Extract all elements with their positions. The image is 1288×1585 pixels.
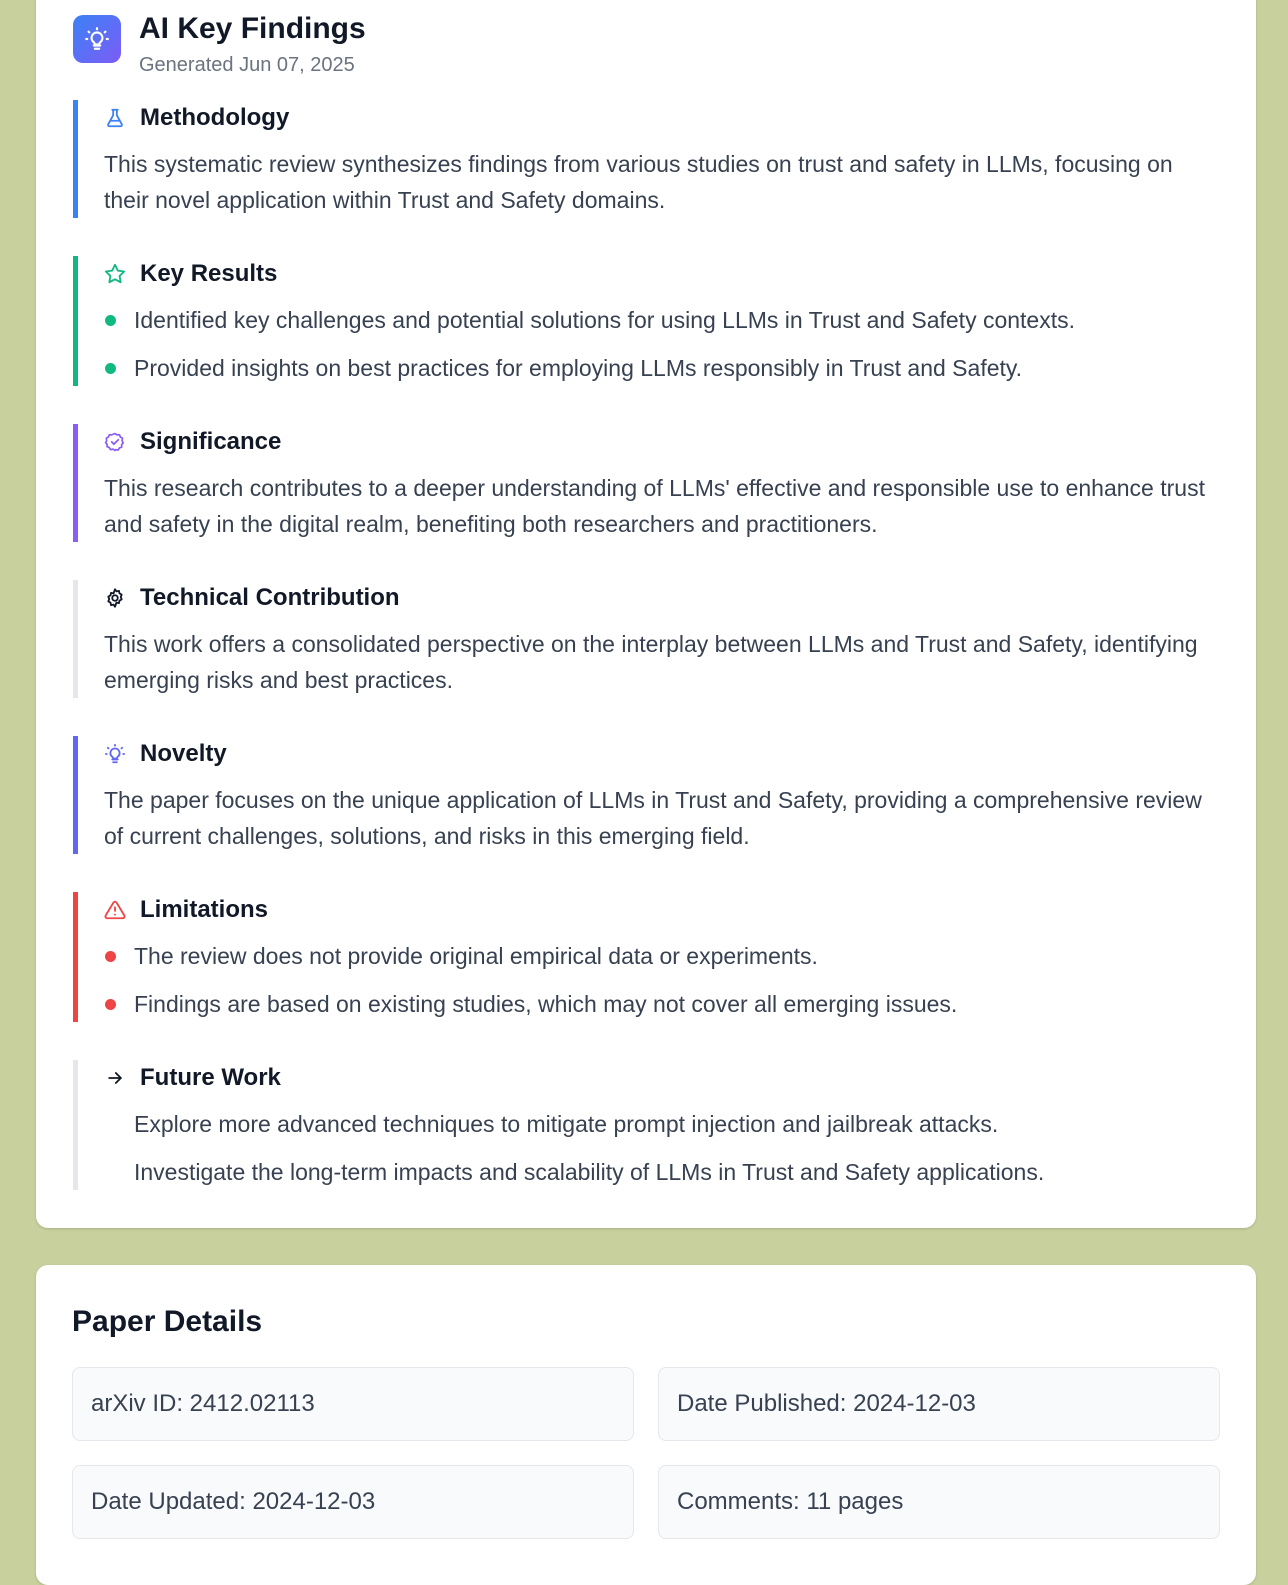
date-published: Date Published: 2024-12-03 (677, 1390, 976, 1417)
bullet-dot (105, 363, 116, 374)
technical-contribution-text: This work offers a consolidated perspective on the interplay between LLMs and Trust and Safety, identifying emerging risks and best practices. (104, 631, 1198, 693)
methodology-title: Methodology (140, 104, 290, 131)
key-results-title: Key Results (140, 260, 278, 287)
generated-date: Generated Jun 07, 2025 (139, 54, 355, 76)
comments: Comments: 11 pages (677, 1488, 904, 1515)
key-results-list (104, 302, 1219, 386)
significance-title: Significance (140, 428, 282, 455)
date-updated: Date Updated: 2024-12-03 (91, 1488, 376, 1515)
future-work-section (73, 1060, 1219, 1190)
limitations-title: Limitations (140, 896, 269, 923)
badge-check-icon (104, 431, 126, 453)
limitations-section (73, 892, 1219, 1022)
list-item (104, 350, 1219, 386)
list-item-text: Identified key challenges and potential solutions for using LLMs in Trust and Safety contexts. (134, 307, 1076, 333)
list-item (104, 302, 1219, 338)
methodology-section (73, 100, 1219, 218)
list-item-text: Provided insights on best practices for employing LLMs responsibly in Trust and Safety. (134, 355, 1023, 381)
date-published-box (658, 1367, 1220, 1441)
gear-icon (104, 587, 126, 609)
warning-triangle-icon (104, 899, 126, 921)
bullet-dot (105, 951, 116, 962)
lightbulb-icon (73, 15, 121, 63)
future-work-title: Future Work (140, 1064, 281, 1091)
bullet-dot (105, 315, 116, 326)
star-icon (104, 263, 126, 285)
arrow-right-icon (104, 1067, 126, 1089)
arxiv-id: arXiv ID: 2412.02113 (91, 1390, 315, 1417)
list-item-text: Findings are based on existing studies, which may not cover all emerging issues. (134, 991, 958, 1017)
list-item (104, 986, 1219, 1022)
technical-contribution-title: Technical Contribution (140, 584, 400, 611)
list-item-text: The review does not provide original empirical data or experiments. (134, 943, 818, 969)
significance-text: This research contributes to a deeper understanding of LLMs' effective and responsible use to enhance trust and safety in the digital realm, benefiting both researchers and practitioners. (104, 475, 1205, 537)
technical-contribution-section (73, 580, 1219, 698)
key-results-section (73, 256, 1219, 386)
findings-title: AI Key Findings (139, 12, 366, 45)
list-item (104, 938, 1219, 974)
key-findings-card (36, 0, 1256, 1228)
paper-details-title: Paper Details (72, 1305, 263, 1338)
novelty-text: The paper focuses on the unique application of LLMs in Trust and Safety, providing a comprehensive review of current challenges, solutions, and risks in this emerging field. (104, 787, 1202, 849)
date-updated-box (72, 1465, 634, 1539)
limitations-list (104, 938, 1219, 1022)
future-work-list (104, 1106, 1219, 1190)
lightbulb-icon (104, 743, 126, 765)
comments-box (658, 1465, 1220, 1539)
paper-details-card (36, 1265, 1256, 1585)
significance-section (73, 424, 1219, 542)
flask-icon (104, 107, 126, 129)
list-item: Investigate the long-term impacts and scalability of LLMs in Trust and Safety applications. (134, 1159, 1045, 1185)
bullet-dot (105, 999, 116, 1010)
novelty-title: Novelty (140, 740, 227, 767)
methodology-text: This systematic review synthesizes findings from various studies on trust and safety in LLMs, focusing on their novel application within Trust and Safety domains. (104, 151, 1173, 213)
novelty-section (73, 736, 1219, 854)
arxiv-id-box (72, 1367, 634, 1441)
findings-header (73, 9, 366, 79)
list-item: Explore more advanced techniques to mitigate prompt injection and jailbreak attacks. (134, 1111, 999, 1137)
